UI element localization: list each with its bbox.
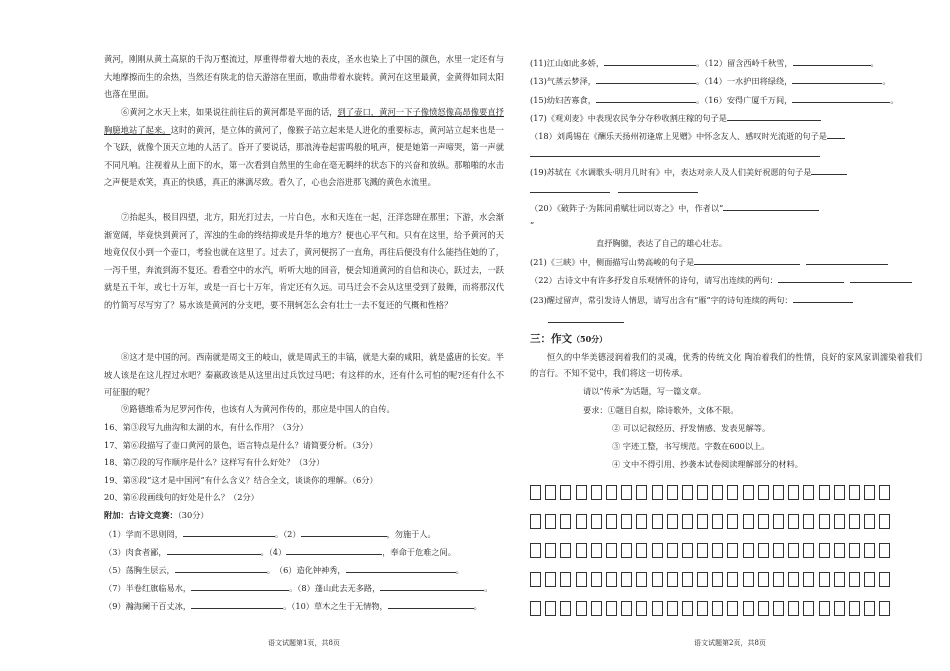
poetry-prompt: 。 bbox=[870, 58, 879, 68]
poetry-prompt: 。（12）留含西岭千秋雪， bbox=[696, 58, 793, 68]
answer-blank[interactable] bbox=[596, 75, 696, 84]
essay-grid-cell[interactable] bbox=[849, 514, 860, 529]
essay-grid-cell[interactable] bbox=[682, 485, 693, 500]
essay-grid-cell[interactable] bbox=[743, 485, 754, 500]
poetry-line-11 bbox=[530, 57, 879, 69]
essay-grid-cell[interactable] bbox=[560, 543, 571, 558]
essay-grid-cell[interactable] bbox=[773, 572, 784, 587]
essay-grid-row[interactable] bbox=[530, 485, 890, 500]
poetry-prompt: (13)气蒸云梦泽， bbox=[530, 76, 596, 86]
essay-grid-cell[interactable] bbox=[758, 543, 769, 558]
essay-grid-cell[interactable] bbox=[697, 601, 708, 616]
essay-grid-cell[interactable] bbox=[636, 514, 647, 529]
poetry-prompt: 。（14）一水护田将绿绕， bbox=[695, 76, 793, 86]
essay-grid-cell[interactable] bbox=[712, 514, 723, 529]
poetry-line-5 bbox=[104, 600, 482, 612]
essay-grid-cell[interactable] bbox=[667, 514, 678, 529]
poetry-line-18 bbox=[530, 130, 845, 142]
essay-grid-cell[interactable] bbox=[834, 543, 845, 558]
essay-grid-cell[interactable] bbox=[652, 543, 663, 558]
essay-grid-cell[interactable] bbox=[773, 485, 784, 500]
answer-blank[interactable] bbox=[604, 57, 696, 66]
poetry-prompt: (23)醒过留声，常引发诗人情思，请写出含有“雁”字的诗句连续的两句： bbox=[530, 295, 793, 305]
essay-grid-cell[interactable] bbox=[697, 485, 708, 500]
essay-grid-cell[interactable] bbox=[545, 514, 556, 529]
poetry-line-20-cont bbox=[530, 220, 534, 231]
essay-grid-cell[interactable] bbox=[712, 601, 723, 616]
poetry-line-1 bbox=[104, 528, 436, 540]
essay-grid-row[interactable] bbox=[530, 601, 890, 616]
poetry-prompt: ，勿施于人。 bbox=[386, 529, 436, 539]
poetry-prompt: 。（4） bbox=[260, 547, 287, 557]
essay-grid-cell[interactable] bbox=[864, 514, 875, 529]
essay-grid-cell[interactable] bbox=[788, 514, 799, 529]
page-footer-right: 语文试题第2页，共8页 bbox=[694, 639, 766, 647]
essay-grid-cell[interactable] bbox=[560, 514, 571, 529]
poetry-line-19 bbox=[530, 166, 847, 178]
answer-blank[interactable] bbox=[388, 600, 474, 609]
essay-grid-cell[interactable] bbox=[606, 514, 617, 529]
essay-grid-cell[interactable] bbox=[652, 572, 663, 587]
page-footer-left: 语文试题第1页，共8页 bbox=[268, 639, 340, 647]
essay-grid-cell[interactable] bbox=[530, 601, 541, 616]
essay-grid-cell[interactable] bbox=[879, 485, 890, 500]
passage-paragraph-8: ⑧这才是中国的河。西南就是周文王的岐山，就是周武王的丰镐，就是大秦的咸阳，就是盛唐的长安。半坡人该是在这儿捏过水吧？秦嬴政该是从这里出过兵饮过马吧；有这样的水，还有什么可怕的呢?还有什么不可征服的呢？ bbox=[104, 352, 504, 397]
essay-grid-cell[interactable] bbox=[545, 485, 556, 500]
poetry-prompt: （5）荡胸生层云， bbox=[104, 565, 175, 575]
passage-paragraph-7: ⑦抬起头，极目四望，北方，阳光打过去，一片白色，水和天连在一起，汪洋恣肆在那里；下游，水会渐渐宽阔，毕竟快到黄河了，浑浊的生命的终结抑或是升华的地方？便也心平气和。只有在这里，给予黄河的天地竟仅仅小到一个壶口，考验也就在这里了。过去了，黄河便拐了一直角，再往后便没有什么能挡住她的了，一泻千里，奔流到海不复还。看看空中的水汽，听听大地的回音，便会知道黄河的自信和决心，跃过去，一跃就是五千年，或七十万年，或是一百七十万年，肯定还有久远。司马迁会不会从这里受到了鼓舞，而将那汉代的竹简写尽写穷了？易水该是黄河的分支吧，要不荆轲怎么会有壮士一去不复还的气概和性格？ bbox=[104, 212, 504, 310]
essay-grid-cell[interactable] bbox=[879, 601, 890, 616]
requirement-text: ①题目自拟，除诗歌外，文体不限。 bbox=[607, 405, 739, 415]
answer-blank[interactable] bbox=[380, 582, 484, 591]
essay-grid-cell[interactable] bbox=[667, 572, 678, 587]
poetry-prompt: 。（10）草木之生于无情物， bbox=[283, 601, 388, 611]
essay-intro: 恒久的中华美德浸润着我们的灵魂，优秀的传统文化 陶冶着我们的性情，良好的家风家训濡染着我们的言行。不知不觉中，我们将这一切传承。 bbox=[530, 352, 922, 378]
essay-grid-cell[interactable] bbox=[758, 572, 769, 587]
poetry-line-15 bbox=[530, 94, 899, 106]
essay-grid-cell[interactable] bbox=[788, 543, 799, 558]
essay-grid-cell[interactable] bbox=[712, 572, 723, 587]
poetry-prompt: (17)《观刈麦》中表现农民争分夺秒收割庄稼的句子是 bbox=[530, 113, 727, 123]
essay-grid-cell[interactable] bbox=[682, 543, 693, 558]
passage-paragraph-6 bbox=[104, 104, 504, 192]
answer-blank[interactable] bbox=[811, 166, 847, 175]
essay-grid-cell[interactable] bbox=[621, 601, 632, 616]
essay-grid-cell[interactable] bbox=[727, 601, 738, 616]
essay-grid-cell[interactable] bbox=[545, 572, 556, 587]
essay-grid-cell[interactable] bbox=[530, 485, 541, 500]
question-19: 19、第⑧段“这才是中国河”有什么含义？结合全文，谈谈你的理解。（6分） bbox=[104, 475, 378, 485]
essay-grid-cell[interactable] bbox=[576, 601, 587, 616]
essay-grid-cell[interactable] bbox=[712, 485, 723, 500]
poetry-prompt: 。 （6）造化钟神秀， bbox=[266, 565, 346, 575]
answer-blank[interactable] bbox=[727, 112, 821, 121]
answer-blank[interactable] bbox=[793, 294, 853, 303]
poetry-prompt: （18）刘禹锡在《酬乐天扬州初逢席上见赠》中怀念友人、感叹时光流逝的句子是 bbox=[530, 131, 827, 141]
essay-grid-cell[interactable] bbox=[606, 572, 617, 587]
essay-grid-cell[interactable] bbox=[652, 601, 663, 616]
poetry-line-4 bbox=[104, 582, 492, 594]
essay-grid-cell[interactable] bbox=[530, 543, 541, 558]
appendix-heading bbox=[104, 510, 209, 521]
poetry-line-19-cont bbox=[530, 184, 698, 196]
essay-grid-cell[interactable] bbox=[773, 514, 784, 529]
essay-grid-cell[interactable] bbox=[758, 485, 769, 500]
answer-blank[interactable] bbox=[346, 564, 456, 573]
essay-grid-cell[interactable] bbox=[591, 601, 602, 616]
underlined-sentence: 到了壶口，黄河一下子像愤怒像高昂像要直抒胸臆地站了起来。 bbox=[104, 107, 504, 135]
essay-grid-cell[interactable] bbox=[849, 485, 860, 500]
essay-grid-cell[interactable] bbox=[819, 601, 830, 616]
answer-blank[interactable] bbox=[596, 94, 696, 103]
answer-blank[interactable] bbox=[793, 57, 871, 66]
essay-grid-cell[interactable] bbox=[621, 485, 632, 500]
essay-grid-cell[interactable] bbox=[591, 485, 602, 500]
essay-grid-cell[interactable] bbox=[864, 572, 875, 587]
answer-blank[interactable] bbox=[778, 274, 844, 283]
answer-blank[interactable] bbox=[191, 600, 283, 609]
essay-requirement-1 bbox=[583, 405, 739, 416]
poetry-prompt: （20）《破阵子·为陈同甫赋壮词以寄之》中，作者以“ bbox=[530, 203, 724, 213]
poetry-line-20 bbox=[530, 202, 819, 214]
poetry-line-21 bbox=[530, 256, 888, 268]
essay-grid-cell[interactable] bbox=[591, 543, 602, 558]
answer-blank[interactable] bbox=[167, 546, 261, 555]
question-17: 17、第⑥段描写了壶口黄河的景色，语言特点是什么？请简要分析。（3分） bbox=[104, 440, 378, 450]
essay-grid-cell[interactable] bbox=[667, 543, 678, 558]
essay-grid-cell[interactable] bbox=[849, 572, 860, 587]
poetry-prompt: 。 bbox=[484, 583, 493, 593]
answer-blank[interactable] bbox=[850, 274, 912, 283]
essay-grid-cell[interactable] bbox=[879, 514, 890, 529]
poetry-prompt: 。（8）蓬山此去无多路， bbox=[289, 583, 381, 593]
essay-grid-cell[interactable] bbox=[879, 572, 890, 587]
essay-heading bbox=[530, 331, 607, 346]
answer-blank[interactable] bbox=[530, 184, 610, 193]
poetry-line-17 bbox=[530, 112, 821, 124]
essay-grid-cell[interactable] bbox=[803, 514, 814, 529]
essay-grid-cell[interactable] bbox=[621, 572, 632, 587]
essay-grid-cell[interactable] bbox=[636, 601, 647, 616]
answer-blank[interactable] bbox=[806, 256, 888, 265]
essay-grid-cell[interactable] bbox=[819, 572, 830, 587]
poetry-prompt: 。（2） bbox=[274, 529, 301, 539]
answer-blank[interactable] bbox=[792, 94, 890, 103]
poetry-prompt: (19)苏轼在《水调歌头·明月几时有》中，表达对亲人及人们美好祝愿的句子是 bbox=[530, 167, 812, 177]
essay-grid-cell[interactable] bbox=[697, 572, 708, 587]
poetry-prompt: 。 bbox=[890, 95, 899, 105]
essay-grid-cell[interactable] bbox=[834, 514, 845, 529]
essay-grid-cell[interactable] bbox=[788, 572, 799, 587]
question-16: 16、第③段写九曲沟和太湖的水，有什么作用？（3分） bbox=[104, 422, 308, 432]
poetry-line-23-cont bbox=[548, 314, 624, 326]
essay-grid-cell[interactable] bbox=[727, 572, 738, 587]
essay-prompt: 请以“传承”为话题，写一篇文章。 bbox=[583, 386, 706, 396]
poetry-line-22 bbox=[530, 274, 912, 286]
essay-grid-cell[interactable] bbox=[545, 601, 556, 616]
essay-grid-cell[interactable] bbox=[849, 601, 860, 616]
poetry-line-13 bbox=[530, 75, 891, 87]
passage-p6-rest: 这时的黄河，是立体的黄河了，像猴子站立起来是人进化的重要标志，黄河站立起来也是一个飞跃，就像个顶天立地的人活了。昏开了要说话，那浪涛卷起雷鸣般的吼声，便是她第一声啼哭，第一声就不同凡响。注视着从上面下的水，第一次看到自然里的生命在毫无羁绊的状态下的兴奋和放纵。那啪啪的水击之声便是欢笑，真正的快感，真正的淋漓尽致。看久了，心也会浴进那飞溅的黄色水流里。 bbox=[104, 124, 504, 187]
poetry-line-2 bbox=[104, 546, 456, 558]
poetry-prompt: （22）古诗文中有许多抒发自乐观情怀的诗句，请写出连续的两句： bbox=[530, 275, 778, 285]
answer-blank[interactable] bbox=[286, 546, 382, 555]
essay-grid-cell[interactable] bbox=[530, 572, 541, 587]
essay-grid-cell[interactable] bbox=[864, 485, 875, 500]
appendix-title: 附加：古诗文竞赛： bbox=[104, 510, 178, 520]
poetry-prompt: 。 bbox=[882, 76, 891, 86]
essay-grid-cell[interactable] bbox=[819, 543, 830, 558]
requirement-label: 要求： bbox=[583, 405, 608, 415]
passage-paragraph-9: ⑨路德维希为尼罗河作传，也该有人为黄河作传的，那应是中国人的自传。 bbox=[121, 404, 395, 414]
answer-blank[interactable] bbox=[723, 202, 819, 211]
answer-blank[interactable] bbox=[618, 184, 698, 193]
passage-p6-lead: ⑥黄河之水天上来，如果说往前往后的黄河都是平面的话， bbox=[121, 107, 338, 117]
poetry-prompt: （7）半卷红旗临易水， bbox=[104, 583, 192, 593]
essay-grid-cell[interactable] bbox=[682, 514, 693, 529]
poetry-prompt: ” bbox=[530, 220, 535, 230]
essay-grid-cell[interactable] bbox=[834, 485, 845, 500]
essay-grid-cell[interactable] bbox=[743, 572, 754, 587]
question-18: 18、第⑦段的写作顺序是什么？这样写有什么好处？（3分） bbox=[104, 457, 325, 467]
essay-grid-cell[interactable] bbox=[636, 572, 647, 587]
essay-score: （50分） bbox=[572, 334, 608, 344]
question-20: 20、第⑥段画线句的好处是什么？（2分） bbox=[104, 492, 259, 502]
essay-grid-cell[interactable] bbox=[788, 485, 799, 500]
answer-blank[interactable] bbox=[183, 528, 275, 537]
essay-grid-cell[interactable] bbox=[803, 485, 814, 500]
essay-grid-cell[interactable] bbox=[667, 601, 678, 616]
poetry-prompt: (11)江山如此多娇， bbox=[530, 58, 605, 68]
essay-grid-cell[interactable] bbox=[530, 514, 541, 529]
essay-grid-cell[interactable] bbox=[727, 485, 738, 500]
essay-requirement-4: ④ 文中不得引用、抄袭本试卷阅读理解部分的材料。 bbox=[612, 459, 803, 469]
essay-grid-cell[interactable] bbox=[879, 543, 890, 558]
essay-grid-cell[interactable] bbox=[803, 572, 814, 587]
essay-grid-row[interactable] bbox=[530, 572, 890, 587]
essay-grid-cell[interactable] bbox=[743, 601, 754, 616]
essay-grid-cell[interactable] bbox=[667, 485, 678, 500]
appendix-score: （30分） bbox=[177, 510, 209, 520]
essay-grid-cell[interactable] bbox=[576, 572, 587, 587]
answer-blank[interactable] bbox=[530, 148, 820, 157]
poetry-line-23 bbox=[530, 294, 853, 306]
answer-blank[interactable] bbox=[827, 130, 845, 139]
essay-grid-cell[interactable] bbox=[606, 485, 617, 500]
poetry-prompt: (21)《三峡》中，侧面描写山势高峻的句子是 bbox=[530, 257, 695, 267]
poetry-line-3 bbox=[104, 564, 464, 576]
poetry-prompt: ，奉命于危难之间。 bbox=[382, 547, 456, 557]
essay-grid-cell[interactable] bbox=[621, 543, 632, 558]
essay-grid-cell[interactable] bbox=[849, 543, 860, 558]
essay-grid-cell[interactable] bbox=[758, 514, 769, 529]
essay-grid-cell[interactable] bbox=[803, 543, 814, 558]
essay-grid-cell[interactable] bbox=[803, 601, 814, 616]
poetry-prompt: 。 bbox=[473, 601, 482, 611]
essay-grid-cell[interactable] bbox=[773, 543, 784, 558]
essay-grid-cell[interactable] bbox=[652, 514, 663, 529]
essay-grid-cell[interactable] bbox=[560, 485, 571, 500]
poetry-line-20-end: 直抒胸臆，表达了自己的雄心壮志。 bbox=[596, 238, 728, 248]
essay-grid-cell[interactable] bbox=[712, 543, 723, 558]
poetry-prompt: （9）瀚海阑干百丈冰， bbox=[104, 601, 192, 611]
essay-grid-cell[interactable] bbox=[864, 601, 875, 616]
essay-grid-cell[interactable] bbox=[682, 601, 693, 616]
answer-blank[interactable] bbox=[792, 75, 882, 84]
essay-grid-cell[interactable] bbox=[682, 572, 693, 587]
essay-grid-cell[interactable] bbox=[576, 485, 587, 500]
essay-grid-cell[interactable] bbox=[636, 543, 647, 558]
poetry-prompt: 。 bbox=[455, 565, 464, 575]
poetry-prompt: (15)幼妇苦寡食， bbox=[530, 95, 596, 105]
essay-grid-cell[interactable] bbox=[758, 601, 769, 616]
answer-blank[interactable] bbox=[548, 314, 624, 323]
essay-title: 三：作文 bbox=[530, 333, 572, 345]
essay-grid-row[interactable] bbox=[530, 514, 890, 529]
essay-grid-cell[interactable] bbox=[743, 543, 754, 558]
passage-paragraph-5: 黄河，刚刚从黄土高原的千沟万壑流过，厚重得带着大地的表皮，圣水也染上了中国的颜色，水里一定还有与大地摩擦而生的余热，当然还有陕北的信天游溶在里面，歌曲带着水旋转。黄河在这里最黄，金黄得如同太阳也落在里面。 bbox=[104, 54, 504, 99]
essay-grid-cell[interactable] bbox=[576, 514, 587, 529]
essay-grid-cell[interactable] bbox=[560, 572, 571, 587]
answer-blank[interactable] bbox=[175, 564, 267, 573]
essay-grid-cell[interactable] bbox=[621, 514, 632, 529]
essay-grid-cell[interactable] bbox=[743, 514, 754, 529]
essay-grid-cell[interactable] bbox=[819, 485, 830, 500]
essay-grid-cell[interactable] bbox=[697, 543, 708, 558]
essay-grid-cell[interactable] bbox=[819, 514, 830, 529]
answer-blank[interactable] bbox=[694, 256, 800, 265]
poetry-prompt: （3）肉食者鄙， bbox=[104, 547, 167, 557]
essay-grid-cell[interactable] bbox=[697, 514, 708, 529]
essay-grid-cell[interactable] bbox=[606, 543, 617, 558]
essay-grid-cell[interactable] bbox=[636, 485, 647, 500]
poetry-line-18-cont bbox=[530, 148, 820, 160]
essay-requirement-2: ② 可以记叙经历、抒发情感、发表见解等。 bbox=[612, 423, 771, 433]
essay-grid-cell[interactable] bbox=[727, 543, 738, 558]
essay-grid-cell[interactable] bbox=[864, 543, 875, 558]
essay-requirement-3: ③ 字迹工整，书写规范。字数在600以上。 bbox=[612, 441, 770, 451]
essay-grid-cell[interactable] bbox=[788, 601, 799, 616]
essay-grid-cell[interactable] bbox=[773, 601, 784, 616]
essay-grid-cell[interactable] bbox=[834, 601, 845, 616]
answer-blank[interactable] bbox=[301, 528, 387, 537]
essay-grid-cell[interactable] bbox=[576, 543, 587, 558]
poetry-prompt: （1）学而不思则罔， bbox=[104, 529, 183, 539]
essay-grid-cell[interactable] bbox=[591, 572, 602, 587]
essay-grid-cell[interactable] bbox=[560, 601, 571, 616]
essay-grid-cell[interactable] bbox=[727, 514, 738, 529]
essay-grid-row[interactable] bbox=[530, 543, 890, 558]
essay-grid-cell[interactable] bbox=[834, 572, 845, 587]
essay-grid-cell[interactable] bbox=[652, 485, 663, 500]
answer-blank[interactable] bbox=[191, 582, 289, 591]
essay-grid-cell[interactable] bbox=[606, 601, 617, 616]
essay-grid-cell[interactable] bbox=[545, 543, 556, 558]
poetry-prompt: 。（16）安得广厦千万间， bbox=[695, 95, 793, 105]
essay-grid-cell[interactable] bbox=[591, 514, 602, 529]
